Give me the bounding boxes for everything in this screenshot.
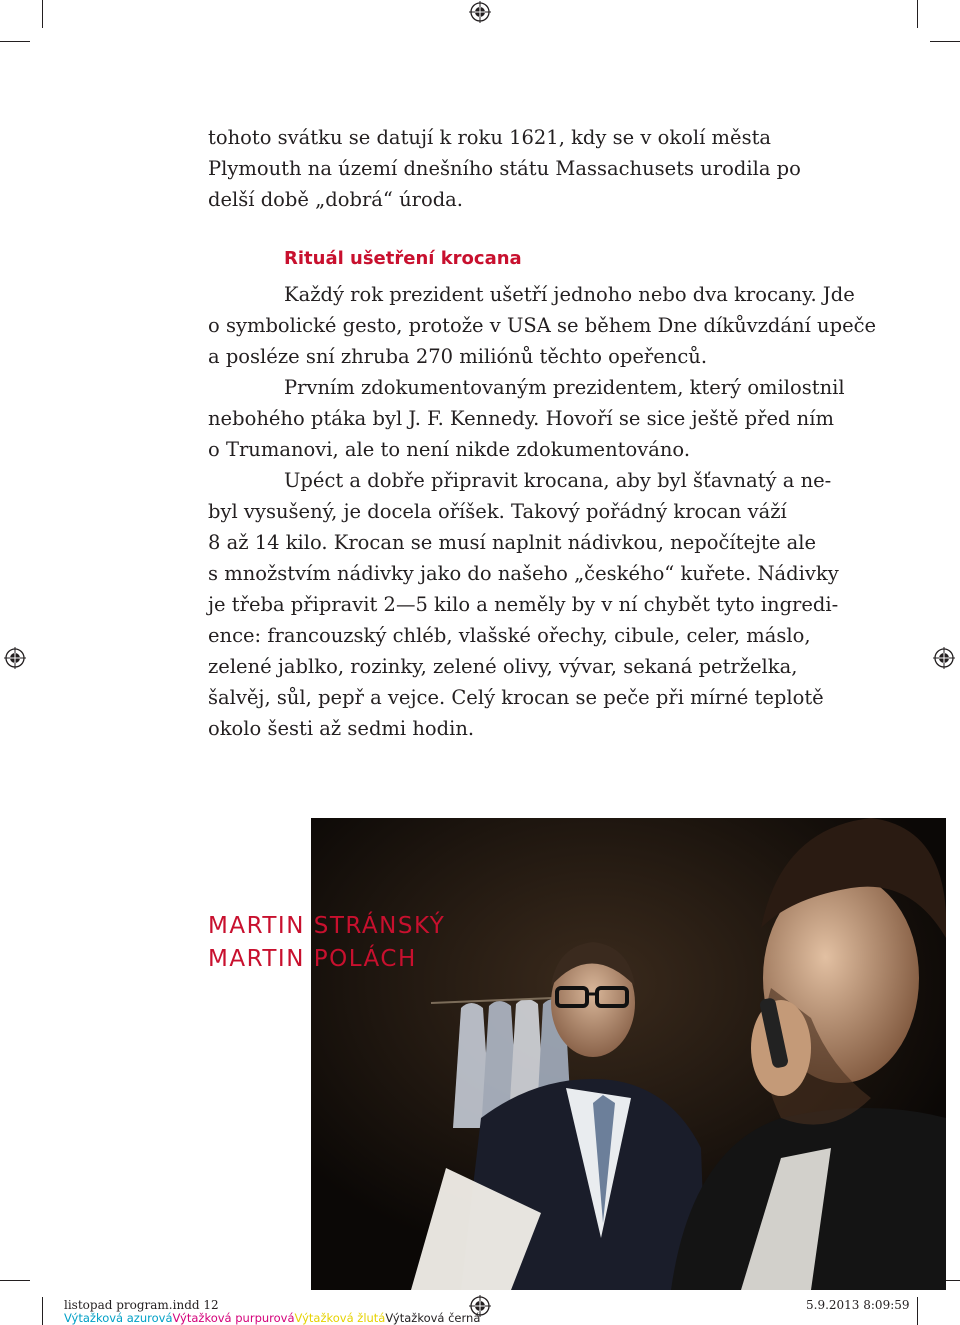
- cast-names: [208, 910, 445, 976]
- section-heading: Rituál ušetření krocana: [284, 248, 522, 269]
- registration-mark-icon: [933, 647, 955, 669]
- text-line: s množstvím nádivky jako do našeho „českého“ kuřete. Nádivky: [208, 562, 839, 585]
- paragraph-recipe: [208, 465, 839, 744]
- plate-cyan: Výtažková azurová: [64, 1311, 173, 1325]
- paragraph-pardon: [208, 279, 877, 372]
- text-line: ence: francouzský chléb, vlašské ořechy, cibule, celer, máslo,: [208, 624, 811, 647]
- text-line: o symbolické gesto, protože v USA se během Dne díkůvzdání upeče: [208, 314, 877, 337]
- plate-yellow: Výtažková žlutá: [294, 1311, 386, 1325]
- slug-file: listopad program.indd 12: [64, 1298, 219, 1312]
- paragraph-kennedy: [208, 372, 845, 465]
- crop-mark: [42, 1297, 43, 1325]
- text-line: okolo šesti až sedmi hodin.: [208, 717, 475, 740]
- crop-mark: [930, 41, 960, 42]
- color-plates: [64, 1311, 480, 1325]
- text-line: je třeba připravit 2—5 kilo a neměly by v ní chybět tyto ingredi-: [208, 593, 839, 616]
- slug-datetime: 5.9.2013 8:09:59: [806, 1298, 910, 1312]
- plate-black: Výtažková černá: [385, 1311, 481, 1325]
- text-line: Plymouth na území dnešního státu Massachusets urodila po: [208, 157, 801, 180]
- crop-mark: [0, 41, 30, 42]
- text-line: o Trumanovi, ale to není nikde zdokumentováno.: [208, 438, 691, 461]
- text-line: byl vysušený, je docela oříšek. Takový pořádný krocan váží: [208, 500, 787, 523]
- text-line: zelené jablko, rozinky, zelené olivy, vývar, sekaná petrželka,: [208, 655, 798, 678]
- crop-mark: [0, 1280, 30, 1281]
- text-line: Upéct a dobře připravit krocana, aby byl šťavnatý a ne-: [284, 469, 832, 492]
- text-line: 8 až 14 kilo. Krocan se musí naplnit nádivkou, nepočítejte ale: [208, 531, 817, 554]
- registration-mark-icon: [4, 647, 26, 669]
- text-line: šalvěj, sůl, pepř a vejce. Celý krocan se peče při mírné teplotě: [208, 686, 824, 709]
- text-line: Prvním zdokumentovaným prezidentem, který omilostnil: [284, 376, 845, 399]
- text-line: delší době „dobrá“ úroda.: [208, 188, 463, 211]
- cast-name: MARTIN POLÁCH: [208, 946, 417, 972]
- crop-mark: [917, 1297, 918, 1325]
- crop-mark: [917, 0, 918, 28]
- actors-photo: [311, 818, 946, 1290]
- text-line: nebohého ptáka byl J. F. Kennedy. Hovoří se sice ještě před ním: [208, 407, 834, 430]
- cast-name: MARTIN STRÁNSKÝ: [208, 913, 446, 939]
- paragraph-intro: [208, 122, 828, 215]
- text-line: tohoto svátku se datují k roku 1621, kdy se v okolí města: [208, 126, 772, 149]
- registration-mark-icon: [469, 1, 491, 23]
- crop-mark: [42, 0, 43, 28]
- photo-illustration: [311, 818, 946, 1290]
- text-line: Každý rok prezident ušetří jednoho nebo dva krocany. Jde: [284, 283, 855, 306]
- plate-magenta: Výtažková purpurová: [172, 1311, 295, 1325]
- text-line: a posléze sní zhruba 270 miliónů těchto opeřenců.: [208, 345, 708, 368]
